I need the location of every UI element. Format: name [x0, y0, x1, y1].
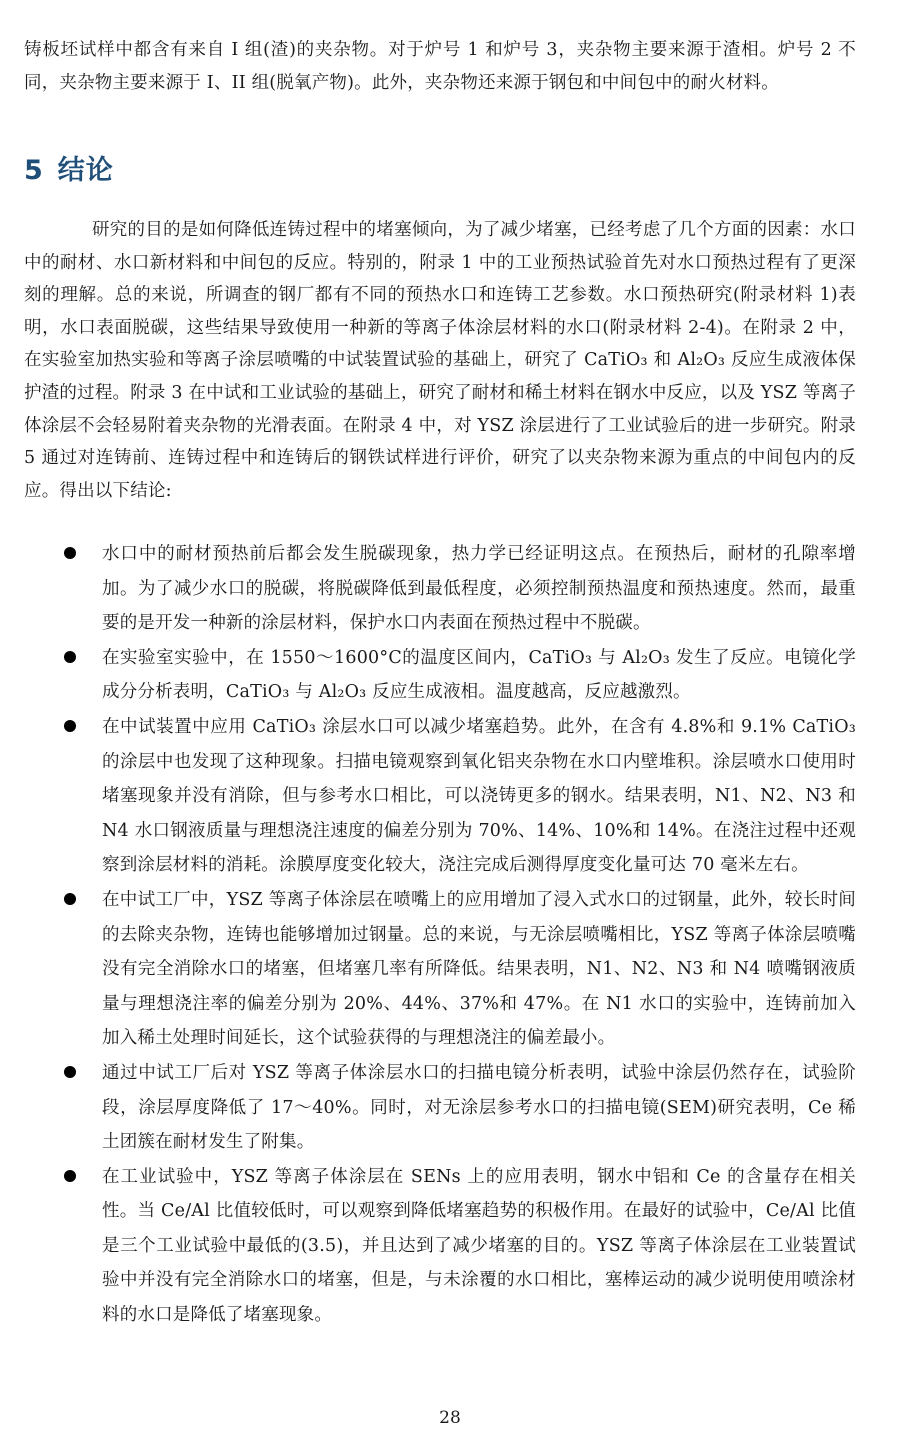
section-heading [24, 148, 114, 187]
section-title: 结论 [57, 155, 114, 186]
list-item-text: 通过中试工厂后对 YSZ 等离子体涂层水口的扫描电镜分析表明，试验中涂层仍然存在，试验阶段，涂层厚度降低了 17～40%。同时，对无涂层参考水口的扫描电镜(SEM)研究表明，Ce 稀土团簇在耐材发生了附集。 [102, 1062, 856, 1153]
page-number: 28 [439, 1408, 461, 1428]
bullet-icon [64, 1170, 76, 1182]
conclusion-list [0, 537, 900, 1333]
intro-paragraph: 铸板坯试样中都含有来自 I 组(渣)的夹杂物。对于炉号 1 和炉号 3，夹杂物主要来源于渣相。炉号 2 不同，夹杂物主要来源于 I、II 组(脱氧产物)。此外，夹杂物还来源于钢包和中间包中的耐火材料。 [24, 40, 856, 93]
list-item [0, 1056, 856, 1160]
list-item [0, 641, 856, 710]
list-item [0, 1160, 856, 1333]
list-item-text: 水口中的耐材预热前后都会发生脱碳现象，热力学已经证明这点。在预热后，耐材的孔隙率增加。为了减少水口的脱碳，将脱碳降低到最低程度，必须控制预热温度和预热速度。然而，最重要的是开发一种新的涂层材料，保护水口内表面在预热过程中不脱碳。 [102, 544, 856, 634]
bullet-icon [64, 547, 76, 559]
list-item [0, 883, 856, 1056]
bullet-icon [64, 720, 76, 732]
bullet-icon [64, 1066, 76, 1078]
list-item-text: 在工业试验中，YSZ 等离子体涂层在 SENs 上的应用表明，钢水中铝和 Ce 的含量存在相关性。当 Ce/Al 比值较低时，可以观察到降低堵塞趋势的积极作用。在最好的试验中，Ce/Al 比值是三个工业试验中最低的(3.5)，并且达到了减少堵塞的目的。YSZ 等离子体涂层在工业装置试验中并没有完全消除水口的堵塞，但是，与未涂覆的水口相比，塞棒运动的减少说明使用喷涂材料的水口是降低了堵塞现象。 [102, 1166, 856, 1326]
bullet-icon [64, 893, 76, 905]
list-item [0, 537, 856, 641]
list-item-text: 在实验室实验中，在 1550～1600°C的温度区间内，CaTiO₃ 与 Al₂O₃ 发生了反应。电镜化学成分分析表明，CaTiO₃ 与 Al₂O₃ 反应生成液相。温度越高，反应越激烈。 [102, 647, 856, 703]
bullet-icon [64, 651, 76, 663]
section-number: 5 [24, 155, 44, 186]
list-item-text: 在中试装置中应用 CaTiO₃ 涂层水口可以减少堵塞趋势。此外，在含有 4.8%和 9.1% CaTiO₃ 的涂层中也发现了这种现象。扫描电镜观察到氧化铝夹杂物在水口内壁堆积。涂层喷水口使用时堵塞现象并没有消除，但与参考水口相比，可以浇铸更多的钢水。结果表明，N1、N2、N3 和 N4 水口钢液质量与理想浇注速度的偏差分别为 70%、14%、10%和 14%。在浇注过程中还观察到涂层材料的消耗。涂膜厚度变化较大，浇注完成后测得厚度变化量可达 70 毫米左右。 [102, 716, 856, 876]
body-paragraph: 研究的目的是如何降低连铸过程中的堵塞倾向，为了减少堵塞，已经考虑了几个方面的因素：水口中的耐材、水口新材料和中间包的反应。特别的，附录 1 中的工业预热试验首先对水口预热过程有了更深刻的理解。总的来说，所调查的钢厂都有不同的预热水口和连铸工艺参数。水口预热研究(附录材料 1)表明，水口表面脱碳，这些结果导致使用一种新的等离子体涂层材料的水口(附录材料 2-4)。在附录 2 中，在实验室加热实验和等离子涂层喷嘴的中试装置试验的基础上，研究了 CaTiO₃ 和 Al₂O₃ 反应生成液体保护渣的过程。附录 3 在中试和工业试验的基础上，研究了耐材和稀土材料在钢水中反应，以及 YSZ 等离子体涂层不会轻易附着夹杂物的光滑表面。在附录 4 中，对 YSZ 涂层进行了工业试验后的进一步研究。附录 5 通过对连铸前、连铸过程中和连铸后的钢铁试样进行评价，研究了以夹杂物来源为重点的中间包内的反应。得出以下结论: [24, 220, 856, 501]
list-item [0, 710, 856, 883]
list-item-text: 在中试工厂中，YSZ 等离子体涂层在喷嘴上的应用增加了浸入式水口的过钢量，此外，较长时间的去除夹杂物，连铸也能够增加过钢量。总的来说，与无涂层喷嘴相比，YSZ 等离子体涂层喷嘴没有完全消除水口的堵塞，但堵塞几率有所降低。结果表明，N1、N2、N3 和 N4 喷嘴钢液质量与理想浇注率的偏差分别为 20%、44%、37%和 47%。在 N1 水口的实验中，连铸前加入加入稀土处理时间延长，这个试验获得的与理想浇注的偏差最小。 [102, 889, 856, 1049]
